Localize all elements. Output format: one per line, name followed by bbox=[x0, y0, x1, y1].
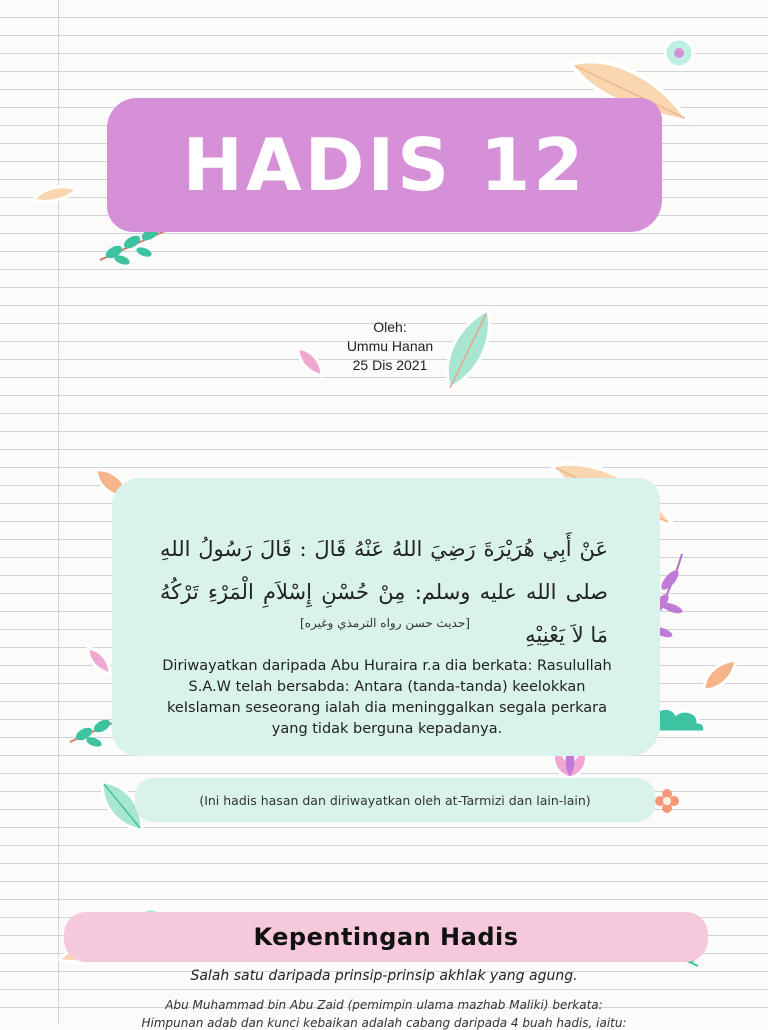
byline-author: Ummu Hanan bbox=[346, 338, 434, 354]
hadith-arabic-text: عَنْ أَبِي هُرَيْرَةَ رَضِيَ اللهُ عَنْهُ قَالَ : قَالَ رَسُولُ اللهِ صلى الله عليه وسلم: مِنْ حُسْنِ إِسْلاَمِ الْمَرْءِ تَرْكُهُ مَا لاَ يَعْنِيْهِ bbox=[160, 537, 608, 647]
byline-label: Oleh: bbox=[373, 319, 407, 335]
section-title: Kepentingan Hadis bbox=[253, 923, 519, 951]
section-lead-text: Salah satu daripada prinsip-prinsip akhlak yang agung. bbox=[190, 968, 578, 984]
byline bbox=[300, 318, 480, 375]
feather-icon bbox=[698, 656, 740, 696]
title-banner bbox=[107, 98, 662, 232]
section-header bbox=[64, 912, 708, 962]
hadith-translation: Diriwayatkan daripada Abu Huraira r.a dia berkata: Rasulullah S.A.W telah bersabda: Antara (tanda-tanda) keelokkan keIslaman seseorang ialah dia meninggalkan segala perkara yang tidak berguna kepadanya. bbox=[162, 658, 612, 737]
hadith-note-card bbox=[135, 778, 655, 822]
hadith-arabic-source: [حديث حسن رواه الترمذي وغيره] bbox=[300, 616, 470, 630]
hadith-note-text: (Ini hadis hasan dan diriwayatkan oleh at-Tarmizi dan lain-lain) bbox=[199, 792, 591, 808]
section-body-line: Abu Muhammad bin Abu Zaid (pemimpin ulama mazhab Maliki) berkata: bbox=[165, 998, 603, 1012]
page-title: HADIS 12 bbox=[182, 123, 587, 207]
notebook-margin-line bbox=[58, 0, 59, 1024]
feather-icon bbox=[30, 182, 80, 208]
section-body-line: Himpunan adab dan kunci kebaikan adalah cabang daripada 4 buah hadis, iaitu: bbox=[141, 1016, 627, 1030]
feather-icon bbox=[84, 644, 114, 678]
byline-date: 25 Dis 2021 bbox=[352, 357, 428, 373]
flower-icon bbox=[662, 36, 696, 70]
flower-icon bbox=[652, 786, 682, 816]
